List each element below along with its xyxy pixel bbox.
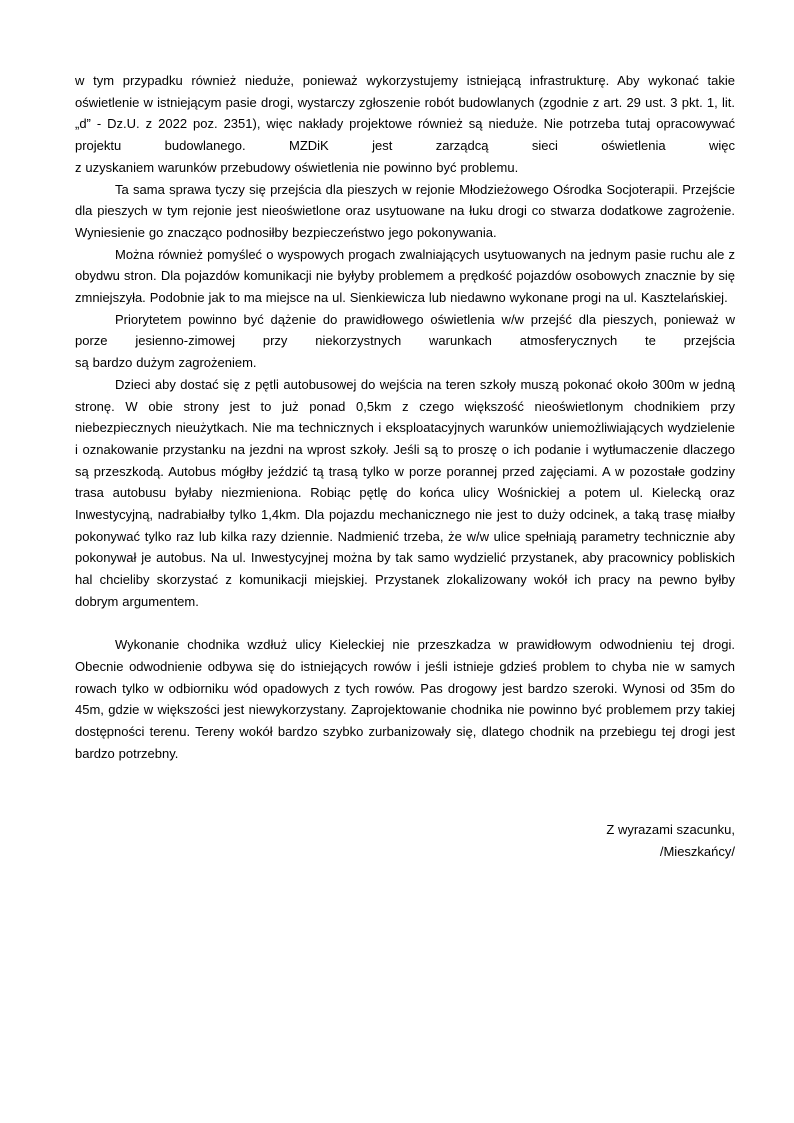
paragraph-text: w tym przypadku również nieduże, ponieważ wykorzystujemy istniejącą infrastrukturę. Aby wykonać takie oświetlenie w istniejącym pasie drogi, wystarczy zgłoszenie robót budowlanych (zgodnie z art. 29 ust. 3 pkt. 1, lit. „d” - Dz.U. z 2022 poz. 2351), więc nakłady projektowe również są nieduże. Nie potrzeba tutaj opracowywać projektu budowlanego. MZDiK jest zarządcą sieci oświetlenia więc xyxy=(75,73,735,154)
paragraph xyxy=(75,244,735,309)
paragraph xyxy=(75,634,735,764)
paragraph-text: Można również pomyśleć o wyspowych progach zwalniających usytuowanych na jednym pasie ruchu ale z obydwu stron. Dla pojazdów komunikacji nie byłyby problemem a prędkość pojazdów osobowych znacznie by się zmniejszyła. Podobnie jak to ma miejsce na ul. Sienkiewicza lub niedawno wykonane progi na ul. Kasztelańskiej. xyxy=(75,246,735,306)
closing-line: /Mieszkańcy/ xyxy=(659,844,735,860)
paragraph-text: są bardzo dużym zagrożeniem. xyxy=(75,355,257,371)
letter-body xyxy=(75,70,735,764)
paragraph-text: Ta sama sprawa tyczy się przejścia dla pieszych w rejonie Młodzieżowego Ośrodka Socjoterapii. Przejście dla pieszych w tym rejonie jest nieoświetlone oraz usytuowane na łuku drogi co stwarza dodatkowe zagrożenie. Wyniesienie go znacząco podnosiłby bezpieczeństwo jego pokonywania. xyxy=(75,181,735,240)
paragraph xyxy=(75,309,735,374)
paragraph-text: Wykonanie chodnika wzdłuż ulicy Kieleckiej nie przeszkadza w prawidłowym odwodnieniu tej drogi. Obecnie odwodnienie odbywa się do istniejących rowów i jeśli istnieje gdzieś problem to chyba nie w samych rowach tylko w odbiorniku wód opadowych z tych rowów. Pas drogowy jest bardzo szeroki. Wynosi od 35m do 45m, gdzie w większości jest niewykorzystany. Zaprojektowanie chodnika nie powinno być problemem przy takiej dostępności terenu. Tereny wokół bardzo szybko zurbanizowały się, dlatego chodnik na przebiegu tej drogi jest bardzo potrzebny. xyxy=(75,637,735,761)
paragraph xyxy=(75,179,735,244)
paragraph-text: Priorytetem powinno być dążenie do prawidłowego oświetlenia w/w przejść dla pieszych, ponieważ w porze jesienno-zimowej przy niekorzystnych warunkach atmosferycznych te przejścia xyxy=(75,311,735,349)
closing-line: Z wyrazami szacunku, xyxy=(606,822,735,838)
paragraph-text: Dzieci aby dostać się z pętli autobusowej do wejścia na teren szkoły muszą pokonać około 300m w jedną stronę. W obie strony jest to już ponad 0,5km z czego większość nieoświetlonym chodnikiem przy niebezpiecznych nieużytkach. Nie ma technicznych i eksploatacyjnych warunków uniemożliwiających wydzielenie i oznakowanie przystanku na jezdni na wprost szkoły. Jeśli są to proszę o ich podanie i wytłumaczenie dlaczego są przeszkodą. Autobus mógłby jeździć tą trasą tylko w porze porannej przed zajęciami. A w pozostałe godziny trasa autobusu byłaby niezmieniona. Robiąc pętlę do końca ulicy Wośnickiej a potem ul. Kielecką oraz Inwestycyjną, nadrabiałby tylko 1,4km. Dla pojazdu mechanicznego nie jest to duży odcinek, a taką trasę miałby pokonywać tylko raz lub kilka razy dziennie. Nadmienić trzeba, że w/w ulice spełniają parametry technicznie aby pokonywał je autobus. Na ul. Inwestycyjnej można by tak samo wydzielić przystanek, aby pracownicy pobliskich hal chcieliby skorzystać z komunikacji miejskiej. Przystanek zlokalizowany wokół ich pracy na pewno byłby dobrym argumentem. xyxy=(75,376,735,609)
letter-closing xyxy=(75,819,735,862)
paragraph xyxy=(75,70,735,179)
paragraph xyxy=(75,374,735,613)
paragraph-text: z uzyskaniem warunków przebudowy oświetlenia nie powinno być problemu. xyxy=(75,159,519,175)
